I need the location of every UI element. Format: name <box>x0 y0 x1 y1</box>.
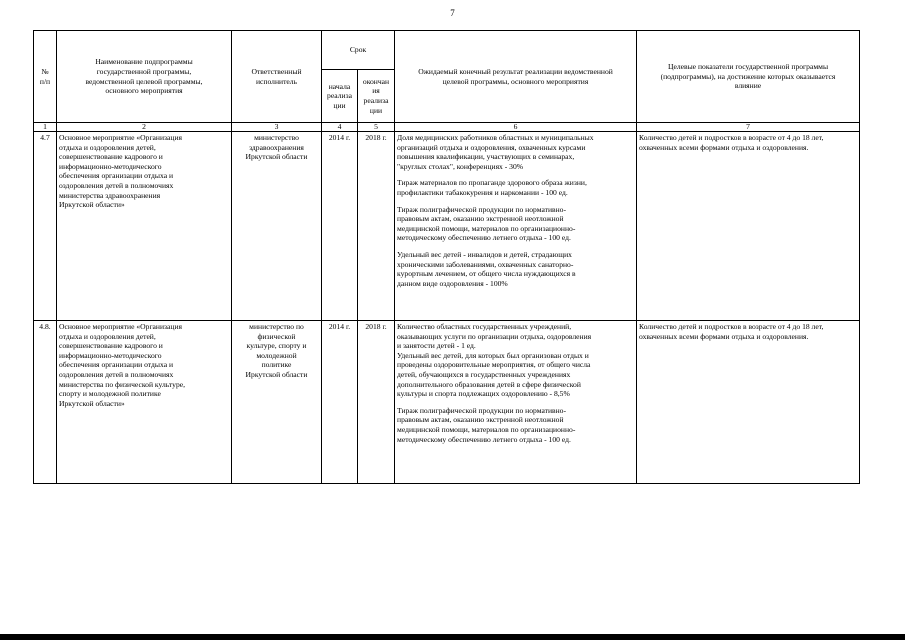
header-indicators: Целевые показатели государственной программы (подпрограммы), на достижение которых оказывается влияние <box>637 31 860 123</box>
result-item: Количество областных государственных учреждений, оказывающих услуги по организации отдыха, оздоровления и занятости детей - 1 ед. Удельный вес детей, для которых был организован отдых и проведены оздоровительные мероприятия, от общего числа детей, обучающихся в государственных учреждениях дополнительного образования детей в сфере физической культуры и спорта подлежащих оздоровлению - 8,5% <box>397 322 592 399</box>
row-name: Основное мероприятие «Организация отдыха и оздоровления детей, совершенствование кадрового и информационно-методического обеспечения организации отдыха и оздоровления детей в полномочиях министерства по физической культуре, спорту и молодежной политике Иркутской области» <box>57 321 232 484</box>
column-number: 3 <box>232 123 322 132</box>
column-number: 5 <box>358 123 395 132</box>
result-item: Удельный вес детей - инвалидов и детей, страдающих хроническими заболеваниями, охваченных санаторно- курортным лечением, от общего числа нуждающихся в данном виде оздоровления - 100% <box>397 249 576 288</box>
row-end: 2018 г. <box>358 132 395 321</box>
row-end: 2018 г. <box>358 321 395 484</box>
scan-edge-bar <box>0 634 905 640</box>
row-results <box>395 132 637 321</box>
header-name: Наименование подпрограммы государственной программы, ведомственной целевой программы, основного мероприятия <box>57 31 232 123</box>
program-table <box>33 30 860 484</box>
row-start: 2014 г. <box>322 321 358 484</box>
row-start: 2014 г. <box>322 132 358 321</box>
header-end: окончан ия реализа ции <box>358 70 395 123</box>
result-item: Тираж материалов по пропаганде здорового образа жизни, профилактики табакокурения и наркомании - 100 ед. <box>397 178 587 197</box>
row-results <box>395 321 637 484</box>
row-number: 4.7 <box>34 132 57 321</box>
column-number: 1 <box>34 123 57 132</box>
table-row <box>34 132 860 321</box>
header-start: начала реализа ции <box>322 70 358 123</box>
column-number: 7 <box>637 123 860 132</box>
row-indicators: Количество детей и подростков в возрасте от 4 до 18 лет, охваченных всеми формами отдыха и оздоровления. <box>637 132 860 321</box>
column-number-row <box>34 123 860 132</box>
column-number: 2 <box>57 123 232 132</box>
header-executor: Ответственный исполнитель <box>232 31 322 123</box>
result-item: Доля медицинских работников областных и муниципальных организаций отдыха и оздоровления, охваченных курсами повышения квалификации, участвующих в семинарах, "круглых столах", конференциях - 30% <box>397 133 594 171</box>
column-number: 6 <box>395 123 637 132</box>
row-name: Основное мероприятие «Организация отдыха и оздоровления детей, совершенствование кадрового и информационно-методического обеспечения организации отдыха и оздоровления детей в полномочиях министерства здравоохранения Иркутской области» <box>57 132 232 321</box>
page-number: 7 <box>450 8 455 18</box>
header-term: Срок <box>322 31 395 70</box>
row-indicators: Количество детей и подростков в возрасте от 4 до 18 лет, охваченных всеми формами отдыха и оздоровления. <box>637 321 860 484</box>
row-executor: министерство здравоохранения Иркутской области <box>232 132 322 321</box>
table-row <box>34 321 860 484</box>
result-item: Тираж полиграфической продукции по нормативно- правовым актам, оказанию экстренной неотложной медицинской помощи, материалов по организационно- методическому обеспечению летнего отдыха - 100 ед. <box>397 405 576 444</box>
header-result: Ожидаемый конечный результат реализации ведомственной целевой программы, основного мероприятия <box>395 31 637 123</box>
header-number: № п/п <box>34 31 57 123</box>
row-executor: министерство по физической культуре, спорту и молодежной политике Иркутской области <box>232 321 322 484</box>
row-number: 4.8. <box>34 321 57 484</box>
column-number: 4 <box>322 123 358 132</box>
result-item: Тираж полиграфической продукции по нормативно- правовым актам, оказанию экстренной неотложной медицинской помощи, материалов по организационно- методическому обеспечению летнего отдыха - 100 ед. <box>397 204 576 243</box>
